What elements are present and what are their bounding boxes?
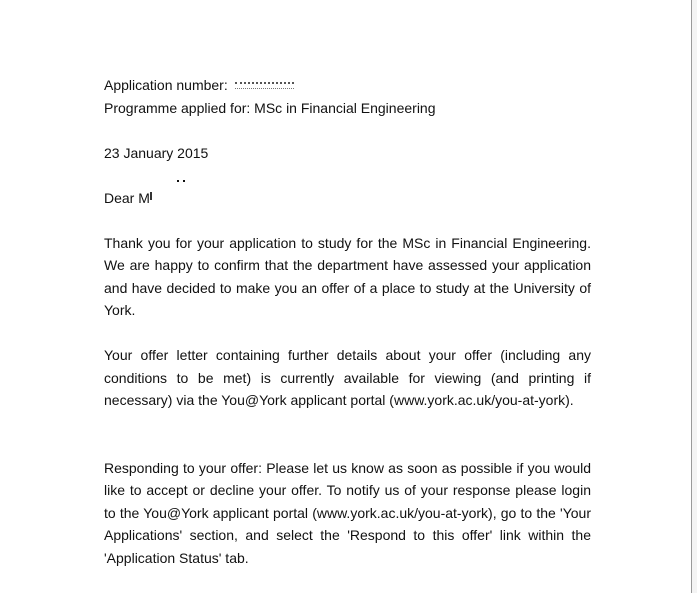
page-right-edge xyxy=(691,0,697,593)
spacer xyxy=(104,209,591,232)
spacer xyxy=(104,119,591,142)
salutation-line xyxy=(104,187,591,210)
application-number-line xyxy=(104,74,591,97)
spacer xyxy=(104,164,591,187)
letter-date: 23 January 2015 xyxy=(104,144,209,161)
spacer xyxy=(104,434,591,457)
programme-line: Programme applied for: MSc in Financial Engineering xyxy=(104,99,436,116)
application-number-label: Application number: xyxy=(104,77,232,93)
paragraph-offer-confirmation: Thank you for your application to study for the MSc in Financial Engineering. We are happy to confirm that the department have assessed your application and have decided to make you an offer of a place to study at the University of York. xyxy=(104,234,591,318)
letter-body xyxy=(104,74,591,569)
spacer xyxy=(104,412,591,435)
paragraph-offer-letter-details: Your offer letter containing further details about your offer (including any conditions to be met) is currently available for viewing (and printing if necessary) via the You@York applicant portal (www.york.ac.uk/you-at-york). xyxy=(104,347,591,408)
spacer xyxy=(104,322,591,345)
paragraph-responding-to-offer: Responding to your offer: Please let us know as soon as possible if you would like to accept or decline your offer. To notify us of your response please login to the You@York applicant portal (www.york.ac.uk/you-at-york), go to the 'Your Applications' section, and select the 'Respond to this offer' link within the 'Application Status' tab. xyxy=(104,459,591,566)
salutation: Dear M xyxy=(104,189,150,206)
redacted-application-number xyxy=(232,80,296,90)
redacted-recipient-name xyxy=(150,189,195,203)
